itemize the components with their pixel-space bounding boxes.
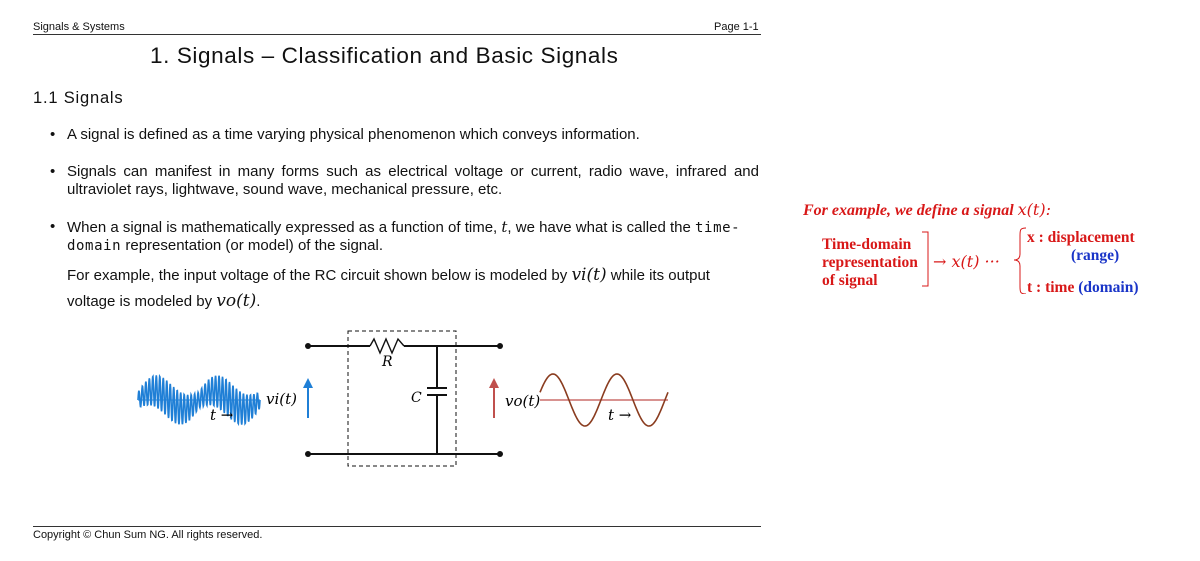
copyright-notice: Copyright © Chun Sum NG. All rights reserved. [33, 529, 263, 541]
bullet3-prefix: When a signal is mathematically expressed as a function of time, [67, 219, 498, 236]
rc-circuit-figure [120, 320, 680, 480]
resistor-label: R [382, 354, 393, 370]
input-terminal-top [305, 343, 311, 349]
annotation-heading-symbol: x(t): [1017, 200, 1051, 219]
annotation-domain-line [1027, 279, 1139, 297]
example-line2-suffix: . [256, 293, 261, 310]
input-terminal-bottom [305, 451, 311, 457]
annotation-left-block [822, 236, 918, 290]
annotation-heading [803, 200, 1051, 220]
bullet-marker: • [50, 126, 56, 143]
example-line1-prefix: For example, the input voltage of the RC circuit shown below is modeled by [67, 267, 568, 284]
circuit-wires [308, 339, 500, 454]
header-rule [33, 34, 761, 35]
output-voltage-label: vo(t) [505, 392, 541, 410]
bullet-marker: • [50, 163, 56, 180]
input-symbol: vi(t) [571, 265, 607, 285]
output-terminal-top [497, 343, 503, 349]
annotation-domain-paren: (domain) [1078, 279, 1139, 296]
annotation-range-sub: (range) [1071, 247, 1120, 264]
output-symbol: vo(t) [216, 291, 257, 311]
time-variable: t [501, 218, 508, 236]
annotation-domain-prefix: t : time [1027, 279, 1075, 296]
bullet3-suffix: representation (or model) of the signal. [125, 237, 383, 254]
output-arrow-icon [489, 378, 499, 418]
example-line-2 [67, 292, 759, 311]
page-title: 1. Signals – Classification and Basic Signals [150, 43, 619, 68]
bullet-text-1: A signal is defined as a time varying physical phenomenon which conveys information. [67, 126, 640, 143]
annotation-heading-text: For example, we define a signal [803, 202, 1014, 219]
bullet3-middle: , we have what is called the [507, 219, 691, 236]
input-arrow-icon [303, 378, 313, 418]
bullet-marker: • [50, 218, 56, 235]
annotation-left-line: Time-domain [822, 236, 912, 253]
section-heading: 1.1 Signals [33, 89, 124, 107]
example-line2-prefix: voltage is modeled by [67, 293, 213, 310]
annotation-range-line: x : displacement [1027, 229, 1135, 246]
input-time-axis-label: t → [210, 406, 234, 424]
example-line1-suffix: while its output [610, 267, 710, 284]
annotation-left-line: representation [822, 254, 918, 271]
header-left: Signals & Systems [33, 21, 125, 33]
footer-rule [33, 526, 761, 527]
output-time-axis-label: t → [608, 406, 632, 424]
annotation-arrow-expression: → x(t) ··· [933, 252, 1000, 271]
filter-boundary-box [348, 331, 456, 466]
header-page-number: Page 1-1 [714, 21, 759, 33]
bullet-text-2: Signals can manifest in many forms such as electrical voltage or current, radio wave, infrared and ultraviolet rays, lightwave, sound wave, mechanical pressure, etc. [67, 163, 759, 198]
time-domain-term: time-domain [67, 220, 741, 254]
example-line-1 [67, 266, 759, 285]
capacitor-label: C [411, 390, 422, 406]
output-terminal-bottom [497, 451, 503, 457]
annotation-left-line: of signal [822, 272, 878, 289]
input-voltage-label: vi(t) [266, 390, 298, 408]
bullet-text-3 [67, 218, 759, 255]
input-waveform [138, 375, 260, 424]
output-waveform [540, 374, 668, 426]
